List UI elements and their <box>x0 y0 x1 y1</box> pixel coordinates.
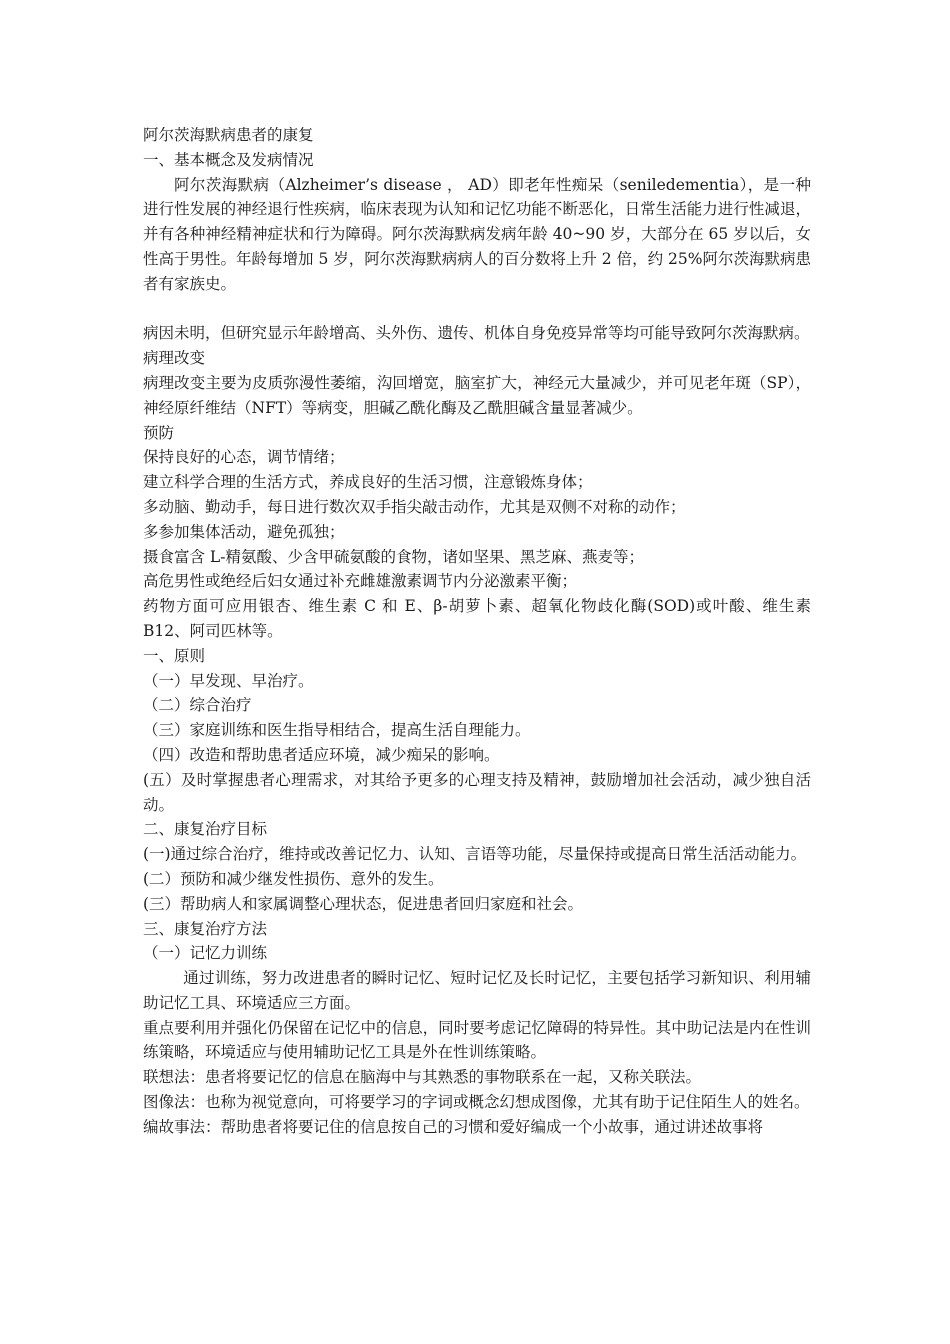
cause-paragraph: 病因未明，但研究显示年龄增高、头外伤、遗传、机体自身免疫异常等均可能导致阿尔茨海默病。 <box>143 324 810 343</box>
goal-item: (三）帮助病人和家属调整心理状态，促进患者回归家庭和社会。 <box>143 894 584 913</box>
prevention-item: 多动脑、勤动手，每日进行数次双手指尖敲击动作，尤其是双侧不对称的动作； <box>143 497 686 516</box>
goals-heading: 二、康复治疗目标 <box>143 820 268 839</box>
memory-training-paragraph: 通过训练，努力改进患者的瞬时记忆、短时记忆及长时记忆，主要包括学习新知识、利用辅助记忆工具、环境适应三方面。 <box>143 969 811 1012</box>
principles-heading: 一、原则 <box>143 646 206 665</box>
principle-item: （二）综合治疗 <box>143 696 252 715</box>
document-title: 阿尔茨海默病患者的康复 <box>143 126 314 144</box>
story-method: 编故事法：帮助患者将要记住的信息按自己的习惯和爱好编成一个小故事，通过讲述故事将 <box>143 1117 764 1136</box>
image-method: 图像法：也称为视觉意向，可将要学习的字词或概念幻想成图像，尤其有助于记住陌生人的姓名。 <box>143 1093 810 1112</box>
pathology-paragraph: 病理改变主要为皮质弥漫性萎缩，沟回增宽，脑室扩大，神经元大量减少，并可见老年斑（SP），神经原纤维结（NFT）等病变，胆碱乙酰化酶及乙酰胆碱含量显著减少。 <box>143 373 811 417</box>
prevention-item: 药物方面可应用银杏、维生素 C 和 E、β-胡萝卜素、超氧化物歧化酶(SOD)或叶酸、维生素 B12、阿司匹林等。 <box>143 597 811 640</box>
principle-item: （一）早发现、早治疗。 <box>143 671 314 690</box>
prevention-item: 建立科学合理的生活方式，养成良好的生活习惯，注意锻炼身体； <box>143 473 593 492</box>
principle-item: (五）及时掌握患者心理需求，对其给予更多的心理支持及精神，鼓励增加社会活动，减少独自活动。 <box>143 770 811 814</box>
memory-training-heading: （一）记忆力训练 <box>143 944 268 963</box>
section-heading-basic-concepts: 一、基本概念及发病情况 <box>143 150 314 169</box>
goal-item: (一)通过综合治疗，维持或改善记忆力、认知、言语等功能，尽量保持或提高日常生活活动能力。 <box>143 845 807 864</box>
prevention-item: 高危男性或绝经后妇女通过补充雌雄激素调节内分泌激素平衡； <box>143 572 578 591</box>
document-page <box>143 123 811 1140</box>
goal-item: (二）预防和减少继发性损伤、意外的发生。 <box>143 869 444 888</box>
prevention-item: 多参加集体活动，避免孤独； <box>143 522 345 541</box>
methods-heading: 三、康复治疗方法 <box>143 919 268 938</box>
principle-item: （四）改造和帮助患者适应环境，减少痴呆的影响。 <box>143 745 500 764</box>
association-method: 联想法：患者将要记忆的信息在脑海中与其熟悉的事物联系在一起，又称关联法。 <box>143 1068 702 1087</box>
prevention-item: 保持良好的心态，调节情绪； <box>143 448 345 467</box>
principle-item: （三）家庭训练和医生指导相结合，提高生活自理能力。 <box>143 721 531 740</box>
blank-line <box>143 297 811 322</box>
prevention-heading: 预防 <box>143 423 175 442</box>
pathology-heading: 病理改变 <box>143 349 206 368</box>
intro-paragraph: 阿尔茨海默病（Alzheimer’s disease ， AD）即老年性痴呆（seniledementia），是一种进行性发展的神经退行性疾病，临床表现为认知和记忆功能不断恶化，日常生活能力进行性减退，并有各种神经精神症状和行为障碍。阿尔茨海默病发病年龄 40~90 岁，大部分在 65 岁以后，女性高于男性。年龄每增加 5 岁，阿尔茨海默病病人的百分数将上升 2 倍，约 25%阿尔茨海默病患者有家族史。 <box>143 175 811 293</box>
prevention-item: 摄食富含 L-精氨酸、少含甲硫氨酸的食物，诸如坚果、黑芝麻、燕麦等； <box>143 547 644 566</box>
memory-focus-paragraph: 重点要利用并强化仍保留在记忆中的信息，同时要考虑记忆障碍的特异性。其中助记法是内在性训练策略，环境适应与使用辅助记忆工具是外在性训练策略。 <box>143 1018 811 1062</box>
